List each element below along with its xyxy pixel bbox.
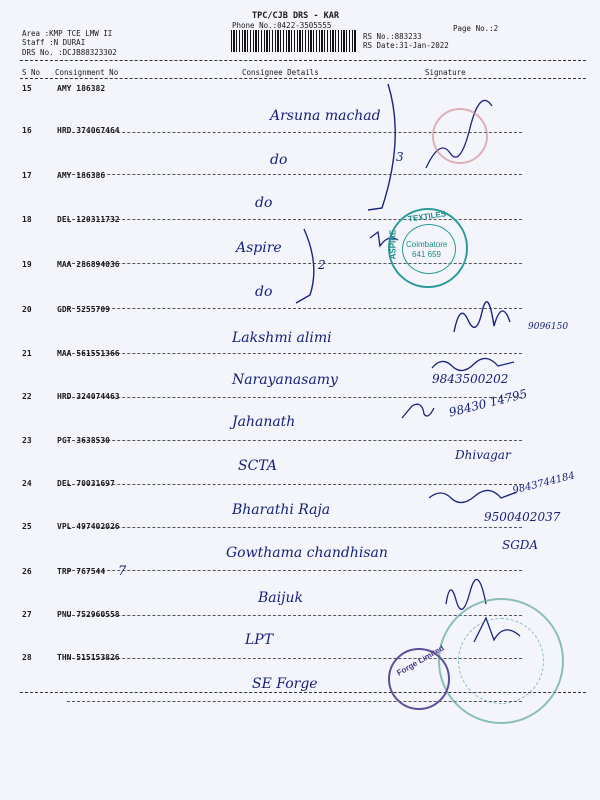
row-sno: 24: [22, 479, 32, 488]
signature-phone: 9096150: [528, 322, 569, 332]
page-number: Page No.:2: [453, 24, 499, 33]
col-consignee: Consignee Details: [242, 68, 319, 77]
stamp-text: TEXTILES: [407, 209, 447, 224]
company-stamp: [438, 598, 564, 724]
area-line: Area :KMP TCE LMW II: [22, 29, 113, 38]
signature-name: Dhivagar: [455, 448, 511, 462]
handwritten-consignee: do: [255, 195, 273, 211]
row-sno: 23: [22, 436, 32, 445]
handwritten-consignee: do: [270, 152, 288, 168]
handwritten-consignee: Baijuk: [258, 590, 303, 606]
handwritten-consignee: Lakshmi alimi: [232, 330, 332, 346]
handwritten-consignee: Aspire: [236, 240, 282, 256]
company-line: TPC/CJB DRS - KAR: [252, 11, 339, 21]
row-sno: 21: [22, 349, 32, 358]
signature-phone: 98430 14795: [447, 386, 529, 420]
row-consignment: DEL 120311732: [57, 215, 120, 224]
col-consignment: Consignment No: [55, 68, 119, 77]
row-sno: 15: [22, 84, 32, 93]
stamp-text: 641 659: [412, 250, 441, 259]
row-sno: 18: [22, 215, 32, 224]
handwritten-consignee: LPT: [245, 632, 274, 648]
bracket-count: 2: [318, 258, 326, 272]
signature: [425, 486, 521, 506]
col-sno: S No: [22, 68, 41, 77]
row-consignment: AMY 186382: [57, 84, 106, 93]
row-consignment: PNU 752960558: [57, 610, 120, 619]
row-consignment: TRP 767544: [57, 567, 106, 576]
row-sno: 19: [22, 260, 32, 269]
rs-number: RS No.:883233: [363, 32, 422, 41]
stamp-text: ASPIRE: [388, 229, 398, 260]
handwritten-consignee: Arsuna machad: [270, 108, 381, 124]
staff-line: Staff :N DURAI: [22, 38, 86, 47]
signature-phone: 9500402037: [484, 510, 561, 524]
barcode: [231, 30, 357, 52]
handwritten-consignee: SE Forge: [252, 676, 318, 692]
drs-number: DRS No. :DCJB88323302: [22, 48, 117, 57]
company-stamp: [388, 208, 468, 288]
row-sno: 26: [22, 567, 32, 576]
rs-date: RS Date:31-Jan-2022: [363, 41, 449, 50]
row-consignment: THN 515153826: [57, 653, 120, 662]
row-sno: 28: [22, 653, 32, 662]
handwritten-consignee: Narayanasamy: [232, 372, 338, 388]
signature-phone: 9843500202: [432, 372, 509, 386]
stamp-text: Coimbatore: [406, 240, 448, 249]
columns-divider: [20, 78, 586, 79]
handwritten-consignee: Jahanath: [232, 414, 296, 430]
row-consignment: MAA 286894036: [57, 260, 120, 269]
row-consignment: VPL 497402026: [57, 522, 120, 531]
row-consignment: HRD 324074463: [57, 392, 120, 401]
company-stamp: [388, 643, 450, 710]
signature-name: SGDA: [502, 538, 539, 552]
row-sno: 20: [22, 305, 32, 314]
row-consignment: HRD 374067464: [57, 126, 120, 135]
row-consignment: DEL 70031697: [57, 479, 115, 488]
phone-number: Phone No.:0422-3505555: [232, 21, 332, 30]
row-sno: 27: [22, 610, 32, 619]
bracket-count: 3: [396, 150, 404, 164]
header-divider: [20, 60, 586, 61]
handwritten-consignee: do: [255, 284, 273, 300]
col-signature: Signature: [425, 68, 466, 77]
row-sno: 22: [22, 392, 32, 401]
bracket-mark: [360, 78, 410, 218]
signature-phone: 9843744184: [511, 470, 577, 497]
handwritten-consignee: SCTA: [238, 458, 277, 474]
company-stamp: [432, 108, 488, 164]
signature: [398, 398, 438, 424]
handwritten-consignee: Bharathi Raja: [232, 502, 331, 518]
row-sno: 16: [22, 126, 32, 135]
stamp-text: Forge Limited: [395, 643, 446, 678]
row-mark: 7: [118, 564, 127, 579]
row-consignment: AMY 186386: [57, 171, 106, 180]
signature: [450, 292, 530, 342]
row-consignment: MAA 561551366: [57, 349, 120, 358]
row-sno: 25: [22, 522, 32, 531]
handwritten-consignee: Gowthama chandhisan: [226, 545, 388, 561]
row-consignment: GDR 5255709: [57, 305, 110, 314]
row-consignment: PGT 3638530: [57, 436, 110, 445]
row-sno: 17: [22, 171, 32, 180]
